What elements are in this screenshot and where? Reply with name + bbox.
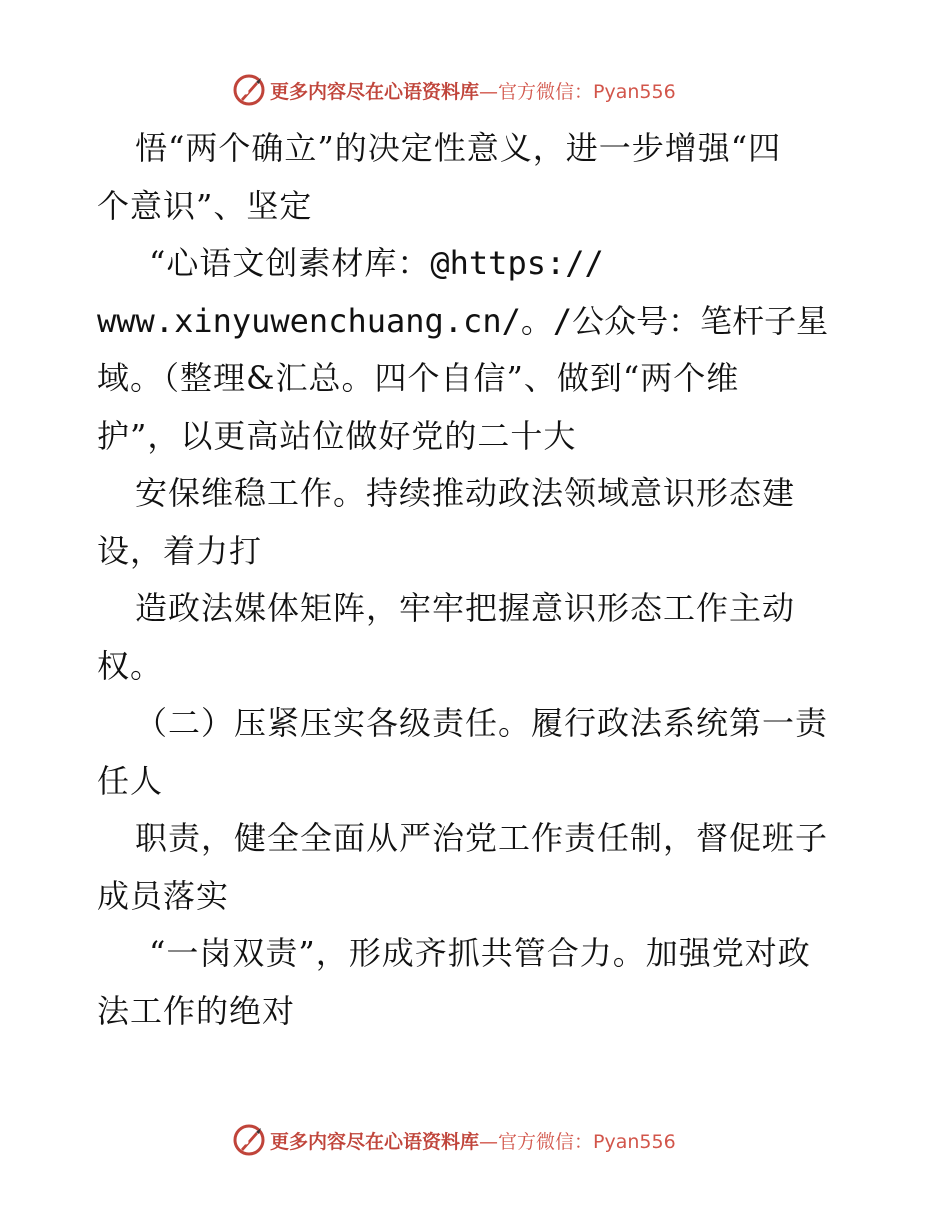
quill-pen-logo-icon [232, 73, 266, 107]
header-banner [232, 70, 676, 110]
body-line: 造政法媒体矩阵，牢牢把握意识形态工作主动 [135, 589, 796, 627]
body-line: 设，着力打 [97, 531, 263, 570]
header-wechat-text: —官方微信：Pyan556 [479, 80, 676, 103]
document-body [97, 120, 877, 1040]
body-line: 职责，健全全面从严治党工作责任制，督促班子 [135, 819, 829, 857]
footer-banner [232, 1120, 676, 1160]
body-line: 任人 [97, 761, 164, 800]
footer-wechat-text: —官方微信：Pyan556 [479, 1130, 676, 1153]
header-brand-text: 更多内容尽在心语资料库 [270, 80, 480, 103]
footer-brand-text: 更多内容尽在心语资料库 [270, 1130, 480, 1153]
body-line: www.xinyuwenchuang.cn/。/公众号：笔杆子星 [97, 301, 829, 340]
body-line: 域。（整理&汇总。四个自信”、做到“两个维 [97, 359, 740, 397]
body-line: 权。 [97, 646, 164, 685]
body-line: （二）压紧压实各级责任。履行政法系统第一责 [135, 704, 829, 742]
body-line: 护”，以更高站位做好党的二十大 [97, 416, 577, 455]
body-line: 法工作的绝对 [97, 991, 296, 1030]
body-line: 成员落实 [97, 876, 230, 915]
body-line: “一岗双责”，形成齐抓共管合力。加强党对政 [149, 934, 811, 972]
body-url-segment: @https:// [430, 244, 604, 282]
body-line [97, 235, 877, 293]
quill-pen-logo-icon [232, 1123, 266, 1157]
body-line: 安保维稳工作。持续推动政法领域意识形态建 [135, 474, 796, 512]
body-line: 悟“两个确立”的决定性意义，进一步增强“四 [135, 129, 782, 167]
body-text-segment: “心语文创素材库： [149, 244, 431, 282]
body-line: 个意识”、坚定 [97, 186, 313, 225]
